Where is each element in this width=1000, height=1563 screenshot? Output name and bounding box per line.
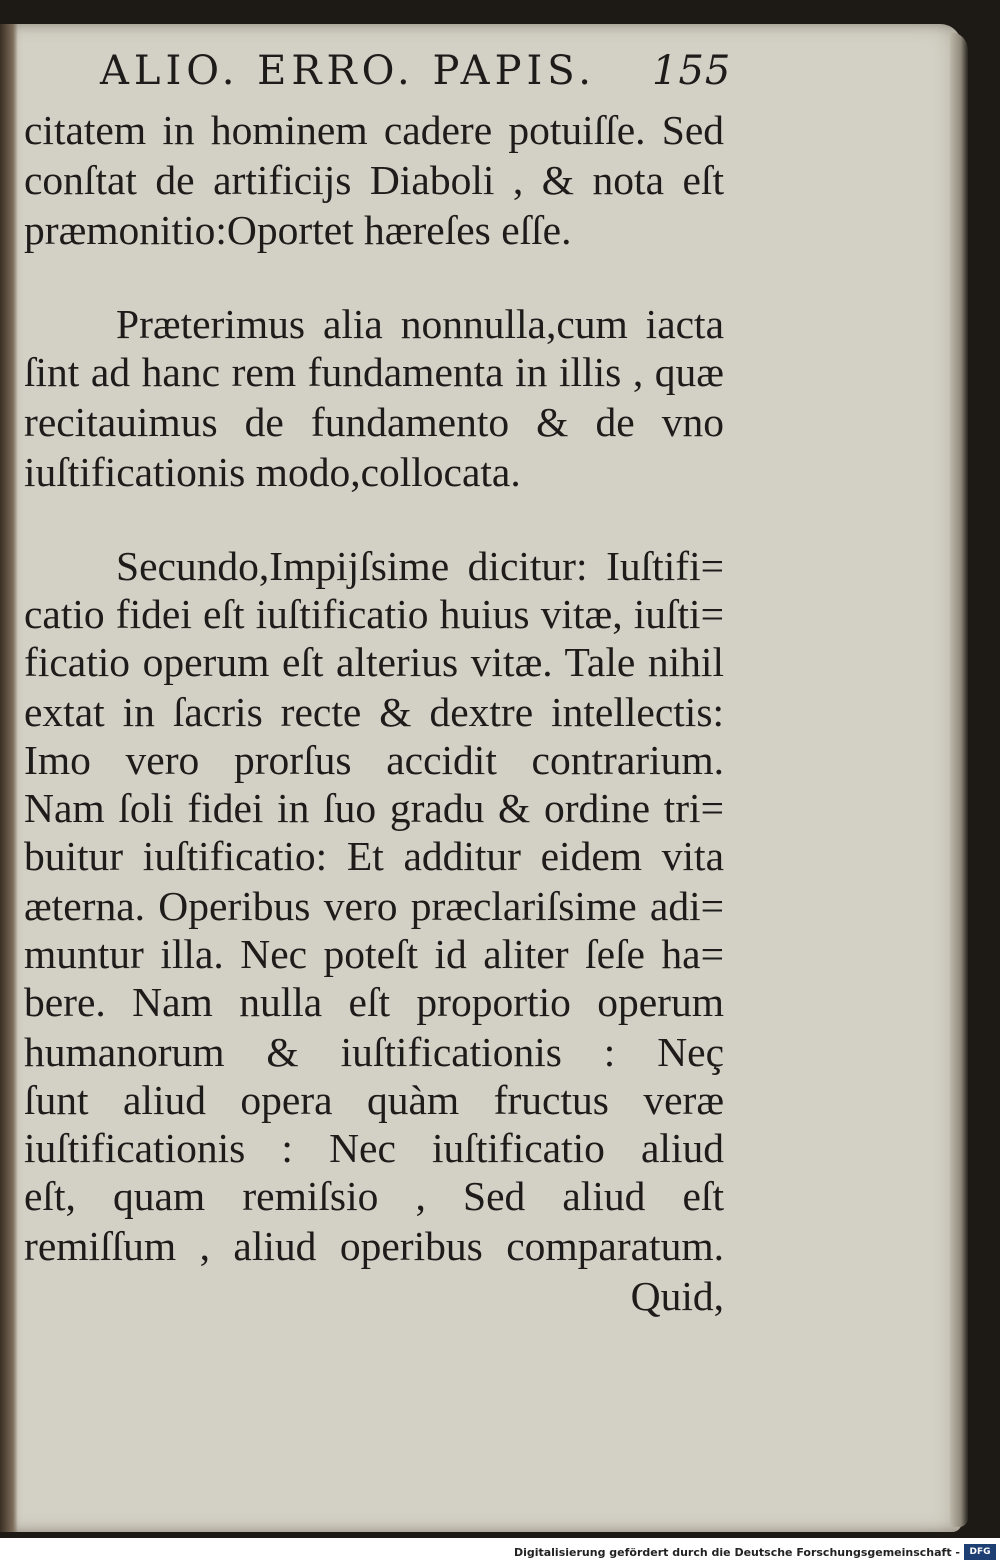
- text-line: muntur illa. Nec poteſt id aliter ſeſe ha=: [24, 931, 724, 977]
- text-line: æterna. Operibus vero præclariſsime adi=: [24, 883, 724, 929]
- text-line: conſtat de artificijs Diaboli , & nota eſt: [24, 157, 724, 203]
- text-line: remiſſum , aliud operibus comparatum.: [24, 1223, 724, 1269]
- page-number: 155: [652, 48, 732, 94]
- text-line: citatem in hominem cadere potuiſſe. Sed: [24, 107, 724, 153]
- text-line: præmonitio:Oportet hæreſes eſſe.: [24, 207, 572, 253]
- text-line: iuſtificationis : Nec iuſtificatio aliud: [24, 1125, 724, 1171]
- text-line: humanorum & iuſtificationis : Neç: [24, 1029, 724, 1075]
- running-title: ALIO. ERRO. PAPIS.: [100, 48, 596, 94]
- text-line: ſunt aliud opera quàm fructus veræ: [24, 1077, 724, 1123]
- text-line: Nam ſoli fidei in ſuo gradu & ordine tri=: [24, 785, 724, 831]
- text-line: extat in ſacris recte & dextre intellectis:: [24, 689, 724, 735]
- text-line: Imo vero prorſus accidit contrarium.: [24, 737, 724, 783]
- digitization-credit: Digitalisierung gefördert durch die Deutsche Forschungsgemeinschaft -: [513, 1546, 960, 1559]
- text-line: Secundo,Impijſsime dicitur: Iuſtifi=: [116, 543, 724, 589]
- text-line: Præterimus alia nonnulla,cum iacta: [116, 301, 724, 347]
- catchword: Quid,: [630, 1273, 724, 1319]
- text-line: catio fidei eſt iuſtificatio huius vitæ, iuſti=: [24, 591, 724, 637]
- text-line: bere. Nam nulla eſt proportio operum: [24, 979, 724, 1025]
- running-header: [100, 44, 740, 104]
- text-line: eſt, quam remiſsio , Sed aliud eſt: [24, 1173, 724, 1219]
- text-line: buitur iuſtificatio: Et additur eidem vita: [24, 833, 724, 879]
- dfg-logo: DFG: [964, 1544, 996, 1560]
- text-line: ficatio operum eſt alterius vitæ. Tale nihil: [24, 639, 724, 685]
- text-line: iuſtificationis modo,collocata.: [24, 449, 521, 495]
- text-line: ſint ad hanc rem fundamenta in illis , quæ: [24, 349, 724, 395]
- text-line: recitauimus de fundamento & de vno: [24, 399, 724, 445]
